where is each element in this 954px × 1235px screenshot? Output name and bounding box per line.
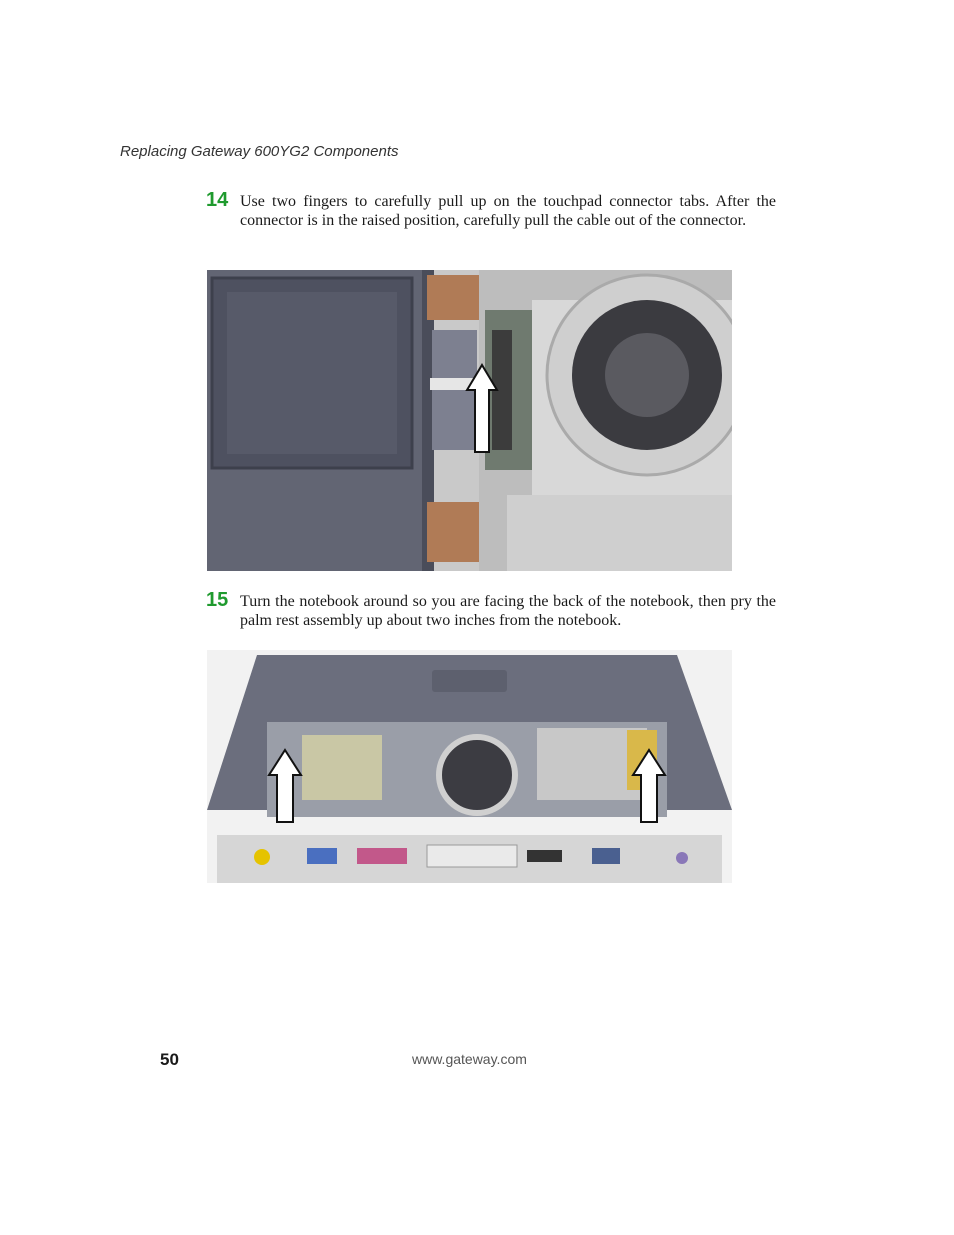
touchpad-connector-photo	[207, 270, 732, 571]
step-14	[206, 189, 776, 230]
footer-url: www.gateway.com	[412, 1051, 527, 1067]
running-header: Replacing Gateway 600YG2 Components	[120, 143, 399, 160]
page-number: 50	[160, 1050, 179, 1069]
palm-rest-photo	[207, 650, 732, 883]
step-number: 14	[206, 189, 229, 211]
step-text: Turn the notebook around so you are facing the back of the notebook, then pry the palm rest assembly up about two inches from the notebook.	[240, 593, 776, 629]
step-15	[206, 589, 776, 630]
step-text: Use two fingers to carefully pull up on the touchpad connector tabs. After the connector is in the raised position, carefully pull the cable out of the connector.	[240, 193, 776, 229]
step-number: 15	[206, 589, 229, 611]
touchpad-connector-illustration	[207, 270, 732, 571]
palm-rest-illustration	[207, 650, 732, 883]
